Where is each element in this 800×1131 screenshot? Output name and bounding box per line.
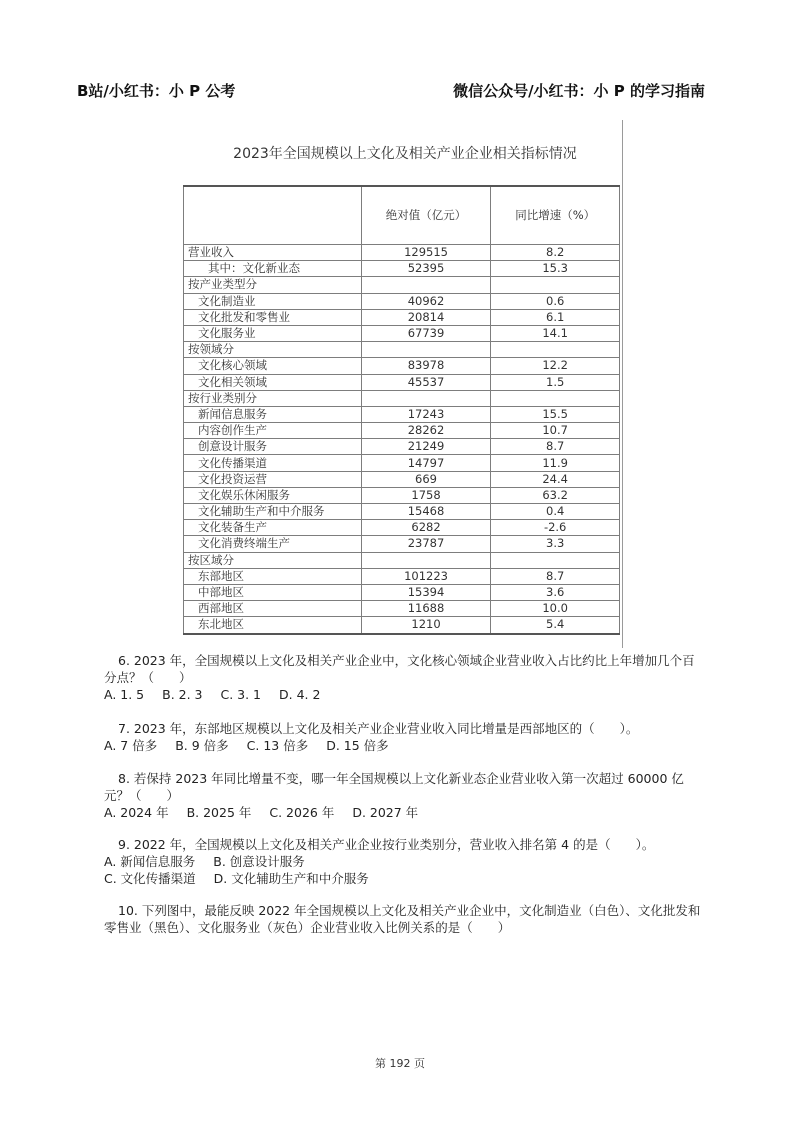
row-growth-rate: 8.7 xyxy=(491,439,620,455)
question-7 xyxy=(104,720,704,754)
page-number: 第 192 页 xyxy=(375,1057,425,1070)
header-left-text: B站/小红书：小 P 公考 xyxy=(77,82,236,100)
question-8-options xyxy=(104,804,704,821)
row-absolute-value: 669 xyxy=(361,471,491,487)
row-growth-rate: 1.5 xyxy=(491,374,620,390)
row-growth-rate: 63.2 xyxy=(491,487,620,503)
question-9 xyxy=(104,836,704,887)
table-row xyxy=(184,439,620,455)
row-growth-rate: -2.6 xyxy=(491,520,620,536)
table-row xyxy=(184,584,620,600)
row-absolute-value: 28262 xyxy=(361,423,491,439)
question-6-option-a: A. 1. 5 xyxy=(104,687,145,702)
question-8-option-a: A. 2024 年 xyxy=(104,805,169,820)
question-9-options-row-1 xyxy=(104,853,704,870)
row-absolute-value: 40962 xyxy=(361,293,491,309)
table-row xyxy=(184,309,620,325)
row-label: 营业收入 xyxy=(184,245,362,261)
header-cell-growth: 同比增速（%） xyxy=(491,186,620,245)
question-7-option-b: B. 9 倍多 xyxy=(175,738,229,753)
table-row xyxy=(184,406,620,422)
row-label: 文化投资运营 xyxy=(184,471,362,487)
row-growth-rate xyxy=(491,277,620,293)
row-growth-rate: 10.0 xyxy=(491,601,620,617)
row-absolute-value: 129515 xyxy=(361,245,491,261)
question-10 xyxy=(104,902,704,936)
table-row xyxy=(184,552,620,568)
row-absolute-value xyxy=(361,390,491,406)
question-6-options xyxy=(104,686,704,703)
question-6-option-d: D. 4. 2 xyxy=(279,687,321,702)
row-absolute-value: 1758 xyxy=(361,487,491,503)
row-label: 新闻信息服务 xyxy=(184,406,362,422)
row-label: 按区域分 xyxy=(184,552,362,568)
row-absolute-value xyxy=(361,552,491,568)
row-label: 按领域分 xyxy=(184,342,362,358)
table-header-row xyxy=(184,186,620,245)
row-label: 文化传播渠道 xyxy=(184,455,362,471)
question-6-option-b: B. 2. 3 xyxy=(162,687,203,702)
row-label: 中部地区 xyxy=(184,584,362,600)
row-absolute-value: 83978 xyxy=(361,358,491,374)
row-growth-rate xyxy=(491,342,620,358)
indicator-table xyxy=(183,185,620,635)
question-7-options xyxy=(104,737,704,754)
row-growth-rate: 11.9 xyxy=(491,455,620,471)
row-growth-rate: 0.4 xyxy=(491,504,620,520)
row-label: 其中：文化新业态 xyxy=(184,261,362,277)
table-row xyxy=(184,423,620,439)
header-cell-absolute: 绝对值（亿元） xyxy=(361,186,491,245)
row-label: 文化装备生产 xyxy=(184,520,362,536)
row-absolute-value: 52395 xyxy=(361,261,491,277)
table-row xyxy=(184,617,620,634)
row-label: 文化服务业 xyxy=(184,325,362,341)
table-row xyxy=(184,390,620,406)
row-absolute-value: 1210 xyxy=(361,617,491,634)
question-9-option-c: C. 文化传播渠道 xyxy=(104,871,196,886)
table-row xyxy=(184,342,620,358)
row-growth-rate: 5.4 xyxy=(491,617,620,634)
question-8-option-c: C. 2026 年 xyxy=(269,805,335,820)
table-row xyxy=(184,471,620,487)
row-absolute-value: 101223 xyxy=(361,568,491,584)
row-label: 文化相关领域 xyxy=(184,374,362,390)
question-6-text: 6. 2023 年，全国规模以上文化及相关产业企业中，文化核心领域企业营业收入占比约比上年增加几个百分点？（ ） xyxy=(104,653,695,685)
question-7-text: 7. 2023 年，东部地区规模以上文化及相关产业企业营业收入同比增量是西部地区的（ ）。 xyxy=(118,721,639,736)
row-absolute-value xyxy=(361,277,491,293)
row-growth-rate: 8.2 xyxy=(491,245,620,261)
row-absolute-value: 67739 xyxy=(361,325,491,341)
question-7-option-d: D. 15 倍多 xyxy=(326,738,389,753)
row-absolute-value: 6282 xyxy=(361,520,491,536)
row-label: 文化娱乐休闲服务 xyxy=(184,487,362,503)
question-7-option-c: C. 13 倍多 xyxy=(246,738,309,753)
question-9-options-row-2 xyxy=(104,870,704,887)
table-row xyxy=(184,261,620,277)
question-10-text: 10. 下列图中，最能反映 2022 年全国规模以上文化及相关产业企业中，文化制造业（白色）、文化批发和零售业（黑色）、文化服务业（灰色）企业营业收入比例关系的是（ ） xyxy=(104,903,701,935)
row-growth-rate: 15.3 xyxy=(491,261,620,277)
question-9-option-d: D. 文化辅助生产和中介服务 xyxy=(213,871,369,886)
row-growth-rate: 15.5 xyxy=(491,406,620,422)
row-label: 西部地区 xyxy=(184,601,362,617)
question-9-text: 9. 2022 年，全国规模以上文化及相关产业企业按行业类别分，营业收入排名第 4 的是（ ）。 xyxy=(118,837,655,852)
row-absolute-value: 20814 xyxy=(361,309,491,325)
row-absolute-value: 14797 xyxy=(361,455,491,471)
table-row xyxy=(184,536,620,552)
row-absolute-value xyxy=(361,342,491,358)
row-label: 文化制造业 xyxy=(184,293,362,309)
table-row xyxy=(184,568,620,584)
question-9-option-b: B. 创意设计服务 xyxy=(213,854,305,869)
question-8 xyxy=(104,770,704,821)
row-growth-rate: 14.1 xyxy=(491,325,620,341)
row-growth-rate: 0.6 xyxy=(491,293,620,309)
row-label: 文化批发和零售业 xyxy=(184,309,362,325)
table-title: 2023年全国规模以上文化及相关产业企业相关指标情况 xyxy=(233,146,577,162)
row-label: 文化辅助生产和中介服务 xyxy=(184,504,362,520)
row-absolute-value: 21249 xyxy=(361,439,491,455)
question-9-option-a: A. 新闻信息服务 xyxy=(104,854,196,869)
question-8-option-d: D. 2027 年 xyxy=(352,805,419,820)
table-row xyxy=(184,601,620,617)
row-label: 按行业类别分 xyxy=(184,390,362,406)
question-8-option-b: B. 2025 年 xyxy=(186,805,252,820)
table-row xyxy=(184,293,620,309)
table-row xyxy=(184,325,620,341)
row-label: 东北地区 xyxy=(184,617,362,634)
row-absolute-value: 15394 xyxy=(361,584,491,600)
row-label: 文化消费终端生产 xyxy=(184,536,362,552)
table-row xyxy=(184,487,620,503)
table-row xyxy=(184,277,620,293)
scan-edge-line xyxy=(622,120,623,648)
row-growth-rate: 3.6 xyxy=(491,584,620,600)
table-row xyxy=(184,455,620,471)
row-growth-rate: 24.4 xyxy=(491,471,620,487)
row-label: 内容创作生产 xyxy=(184,423,362,439)
row-absolute-value: 45537 xyxy=(361,374,491,390)
row-label: 创意设计服务 xyxy=(184,439,362,455)
question-7-option-a: A. 7 倍多 xyxy=(104,738,158,753)
row-label: 东部地区 xyxy=(184,568,362,584)
row-label: 文化核心领域 xyxy=(184,358,362,374)
row-absolute-value: 17243 xyxy=(361,406,491,422)
row-growth-rate: 12.2 xyxy=(491,358,620,374)
row-growth-rate: 8.7 xyxy=(491,568,620,584)
header-cell-label xyxy=(184,186,362,245)
question-6-option-c: C. 3. 1 xyxy=(220,687,262,702)
row-growth-rate: 3.3 xyxy=(491,536,620,552)
header-right-text: 微信公众号/小红书：小 P 的学习指南 xyxy=(453,82,705,100)
row-label: 按产业类型分 xyxy=(184,277,362,293)
row-growth-rate: 6.1 xyxy=(491,309,620,325)
row-growth-rate xyxy=(491,552,620,568)
question-8-text: 8. 若保持 2023 年同比增量不变，哪一年全国规模以上文化新业态企业营业收入第一次超过 60000 亿元？（ ） xyxy=(104,771,684,803)
row-absolute-value: 15468 xyxy=(361,504,491,520)
table-row xyxy=(184,358,620,374)
table-row xyxy=(184,520,620,536)
row-growth-rate: 10.7 xyxy=(491,423,620,439)
table-row xyxy=(184,374,620,390)
question-6 xyxy=(104,652,704,703)
table-row xyxy=(184,245,620,261)
row-growth-rate xyxy=(491,390,620,406)
row-absolute-value: 11688 xyxy=(361,601,491,617)
row-absolute-value: 23787 xyxy=(361,536,491,552)
table-row xyxy=(184,504,620,520)
